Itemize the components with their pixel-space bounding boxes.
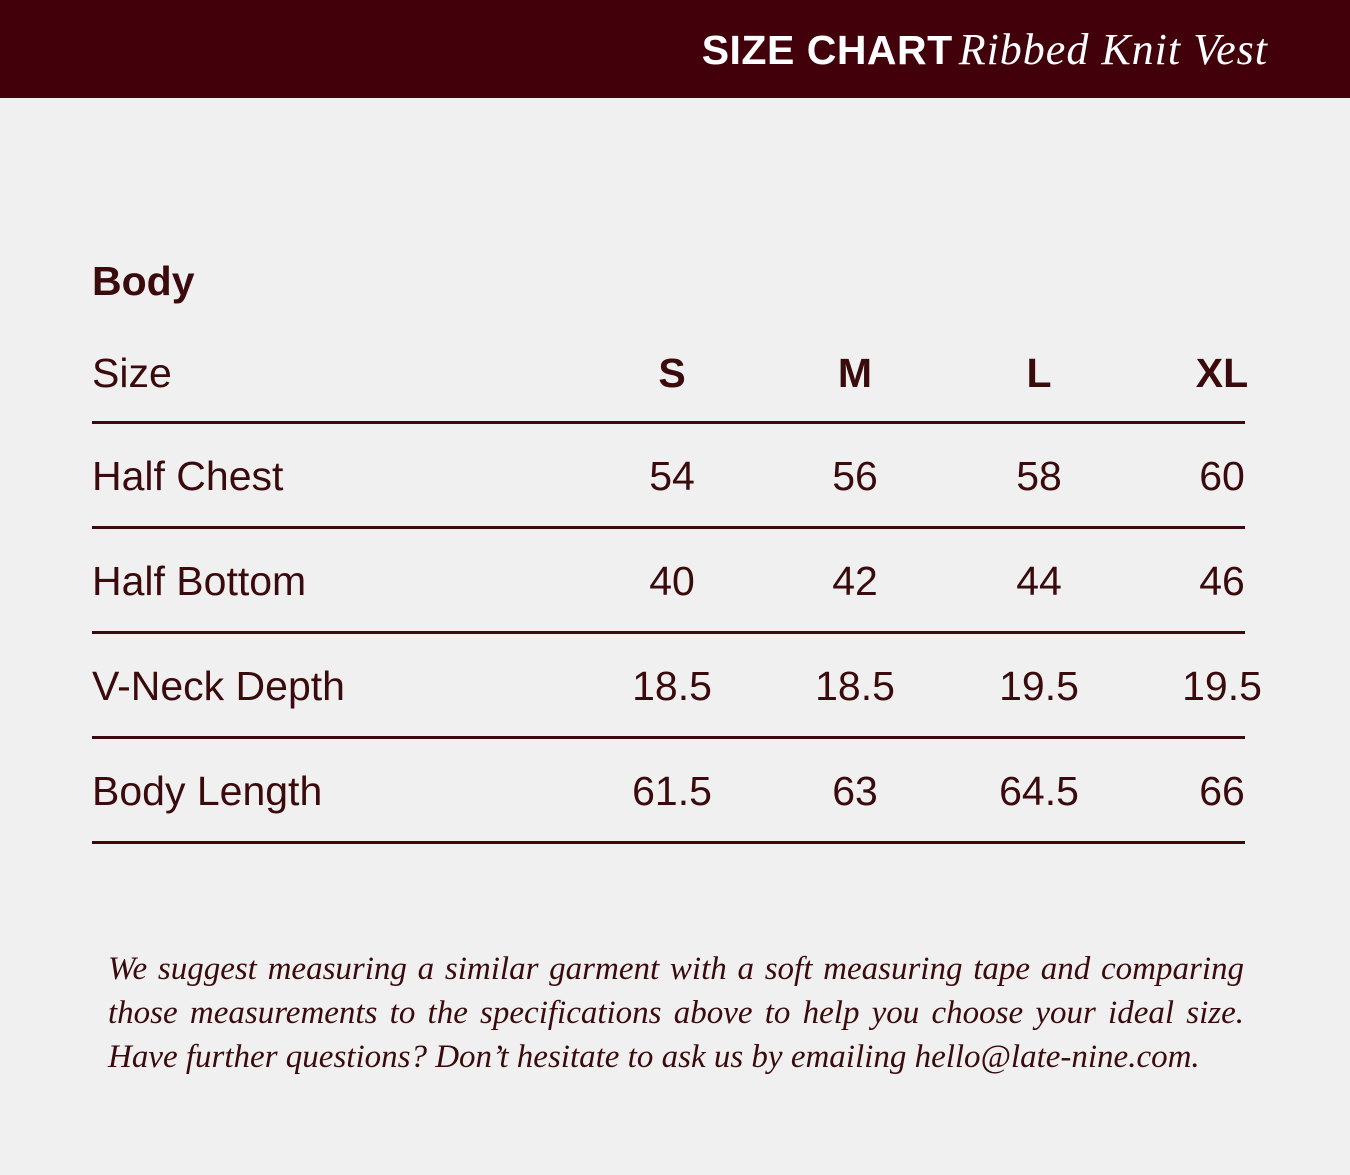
table-cell: 46 xyxy=(1199,558,1245,604)
title-product-name: Ribbed Knit Vest xyxy=(958,25,1268,74)
size-xl-header: XL xyxy=(1195,349,1249,396)
size-header-label: Size xyxy=(92,349,172,396)
table-row xyxy=(92,634,1262,739)
table-cell: 63 xyxy=(832,768,878,814)
table-cell: 60 xyxy=(1199,453,1245,499)
table-cell: 56 xyxy=(832,453,878,499)
table-cell: 42 xyxy=(832,558,878,604)
measurement-note: We suggest measuring a similar garment with a soft measuring tape and comparing those measurements to the specifications above to help you choose your ideal size. Have further questions? Don’t hesitate to ask us by emailing hello@late-nine.com. xyxy=(108,951,1244,1075)
table-cell: 44 xyxy=(1016,558,1062,604)
size-table xyxy=(92,322,1262,844)
table-row xyxy=(92,739,1245,844)
table-cell: 61.5 xyxy=(632,768,712,814)
header-bar xyxy=(0,0,1350,98)
table-cell: 19.5 xyxy=(999,663,1079,709)
page-title xyxy=(702,26,1268,84)
row-label: Body Length xyxy=(92,768,323,814)
table-cell: 19.5 xyxy=(1182,663,1262,709)
table-cell: 40 xyxy=(649,558,695,604)
table-cell: 64.5 xyxy=(999,768,1079,814)
table-cell: 54 xyxy=(649,453,695,499)
table-row xyxy=(92,424,1245,529)
section-title-body: Body xyxy=(92,258,195,304)
table-row xyxy=(92,529,1245,634)
size-m-header: M xyxy=(837,349,873,396)
size-s-header: S xyxy=(658,349,686,396)
row-label: V-Neck Depth xyxy=(92,663,345,709)
table-cell: 58 xyxy=(1016,453,1062,499)
table-cell: 66 xyxy=(1199,768,1245,814)
size-l-header: L xyxy=(1026,349,1052,396)
table-cell: 18.5 xyxy=(815,663,895,709)
row-label: Half Bottom xyxy=(92,558,307,604)
row-label: Half Chest xyxy=(92,453,284,499)
table-cell: 18.5 xyxy=(632,663,712,709)
row-divider xyxy=(92,841,1245,844)
table-header-row xyxy=(92,322,1249,424)
title-bold: SIZE CHART xyxy=(701,27,953,73)
